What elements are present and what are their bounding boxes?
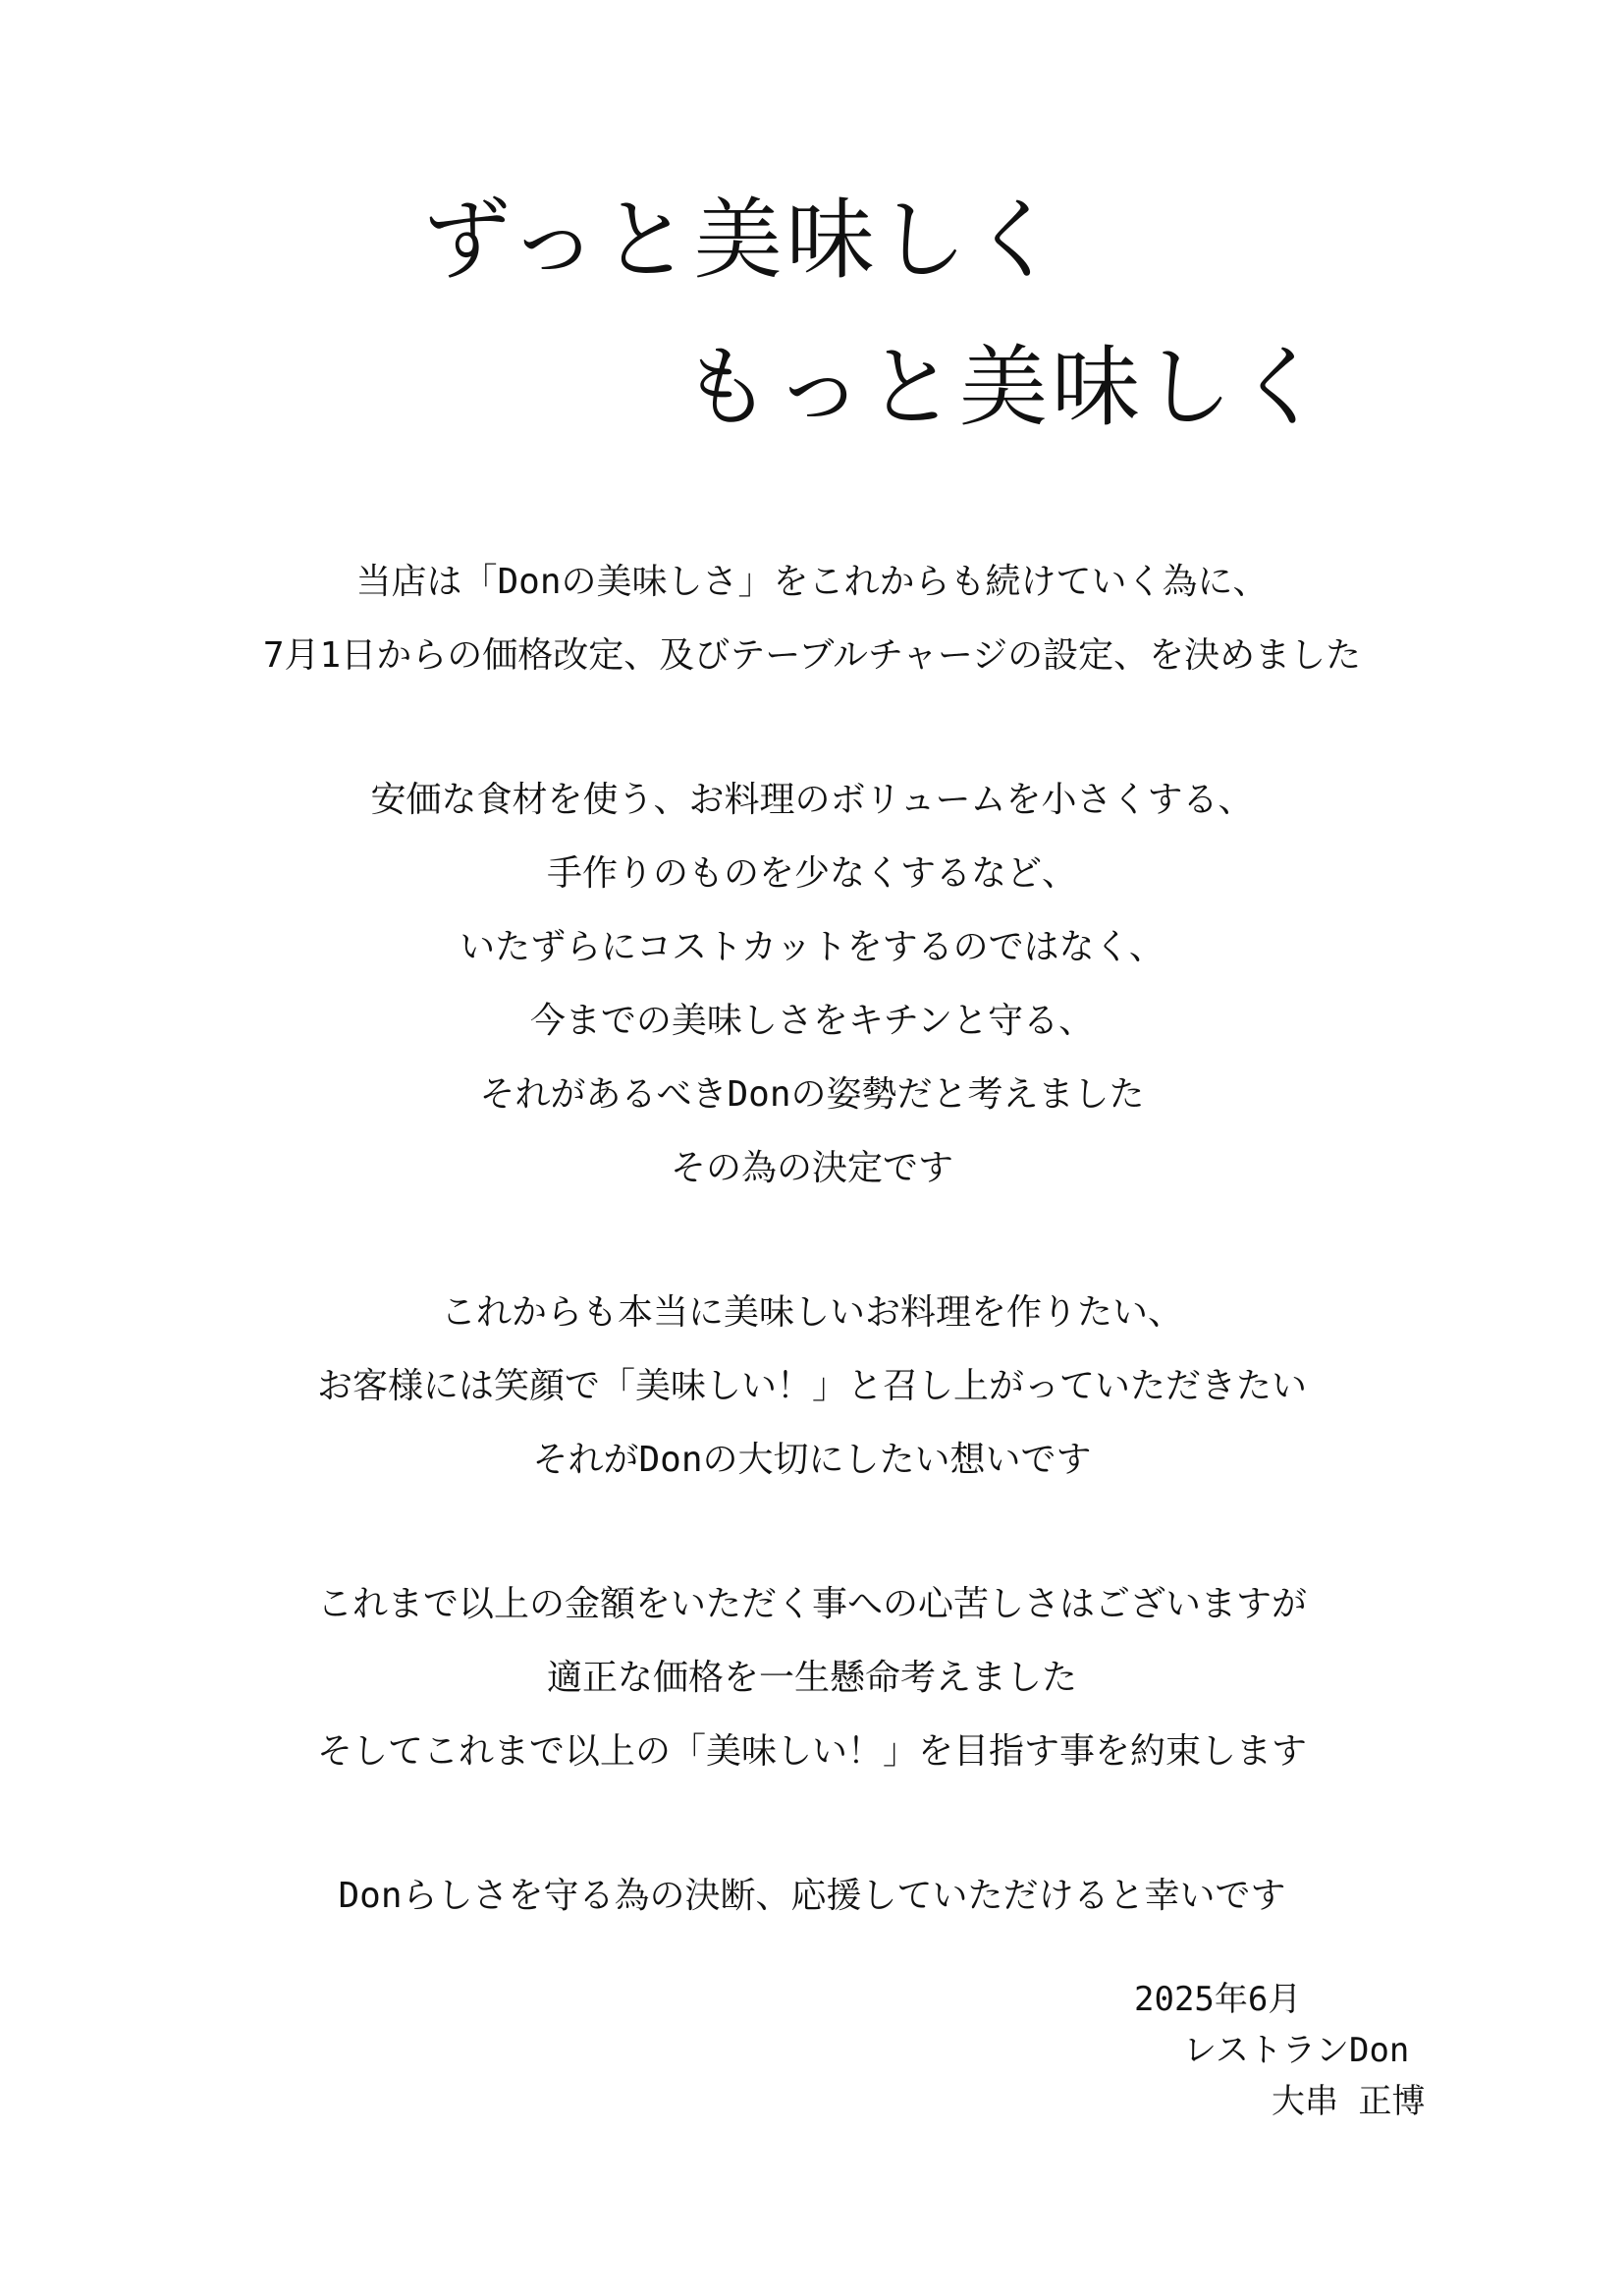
paragraph-line: いたずらにコストカットをするのではなく、 — [460, 927, 1164, 967]
paragraph-line: 適正な価格を一生懸命考えました — [546, 1658, 1077, 1698]
paragraph-line: これからも本当に美味しいお料理を作りたい、 — [440, 1292, 1183, 1333]
paragraph-line: それがあるべきDonの姿勢だと考えました — [479, 1074, 1145, 1115]
signature-date: 2025年6月 — [1134, 1980, 1302, 2019]
signature-owner-name: 大串 正博 — [1272, 2082, 1426, 2121]
signature-block — [1134, 1974, 1468, 2127]
paragraph-line: Donらしさを守る為の決断、応援していただけると幸いです — [338, 1876, 1286, 1916]
paragraph-line: そしてこれまで以上の「美味しい！」を目指す事を約束します — [316, 1731, 1307, 1772]
paragraph-line: 7月1日からの価格改定、及びテーブルチャージの設定、を決めました — [262, 635, 1362, 676]
headline-line-2: もっと美味しく — [682, 336, 1328, 439]
paragraph-line: 安価な食材を使う、お料理のボリュームを小さくする、 — [370, 780, 1254, 820]
paragraph-line: その為の決定です — [670, 1148, 953, 1188]
paragraph-line: お客様には笑顔で「美味しい！」と召し上がっていただきたい — [316, 1366, 1307, 1406]
paragraph-line: 今までの美味しさをキチンと守る、 — [529, 1001, 1095, 1041]
paragraph-apology-promise — [0, 1567, 1624, 1788]
paragraph-price-revision — [0, 545, 1624, 692]
paragraph-line: 当店は「Donの美味しさ」をこれからも続けていく為に、 — [355, 562, 1269, 602]
paragraph-line: 手作りのものを少なくするなど、 — [546, 853, 1077, 894]
paragraph-line: それがDonの大切にしたい想いです — [532, 1440, 1092, 1480]
headline-line-1: ずっと美味しく — [422, 189, 1063, 292]
message-body — [0, 545, 1624, 2003]
paragraph-aspiration — [0, 1276, 1624, 1497]
paragraph-line: これまで以上の金額をいただく事への心苦しさはございますが — [316, 1584, 1307, 1624]
signature-shop-name: レストランDon — [1183, 2031, 1410, 2070]
paragraph-quality-policy — [0, 763, 1624, 1205]
paragraph-closing — [0, 1859, 1624, 1933]
